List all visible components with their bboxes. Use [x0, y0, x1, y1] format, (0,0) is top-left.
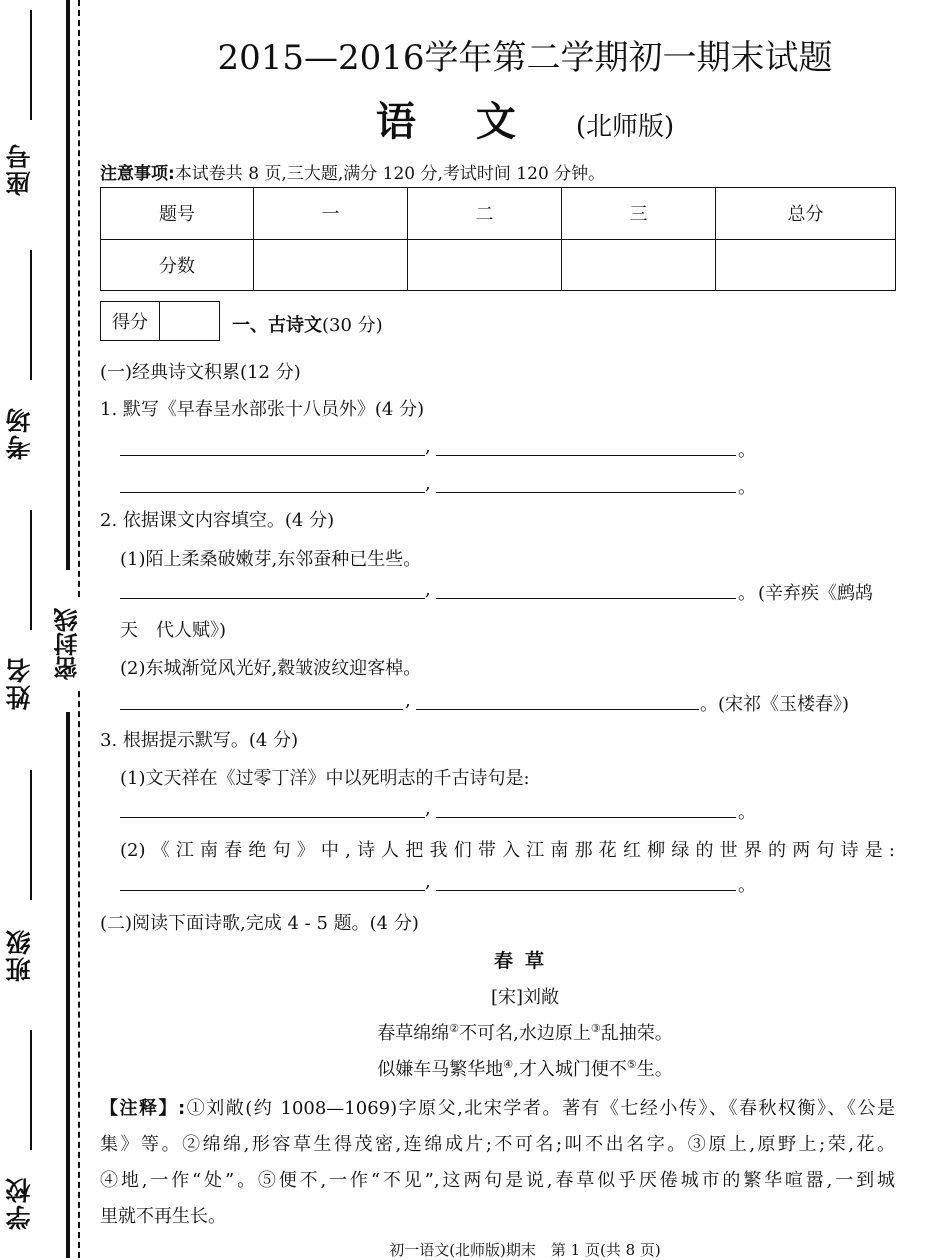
answer-blank[interactable] [436, 817, 736, 818]
annotation-line-2: 集》等。②绵绵,形容草生得茂密,连绵成片;不可名;叫不出名字。③原上,原野上;荣,花。 [100, 1134, 895, 1155]
period: 。 [738, 477, 756, 498]
score-input-cell[interactable] [562, 239, 716, 291]
answer-blank[interactable] [436, 890, 736, 891]
question-1: 1. 默写《早春呈水部张十八员外》(4 分) [100, 399, 425, 420]
score-input-cell[interactable] [254, 239, 408, 291]
annotation-line-3: ④地,一作“处”。⑤便不,一作“不见”,这两句是说,春草似乎厌倦城市的繁华喧嚣,一到城 [100, 1170, 895, 1191]
name-write-line [30, 510, 32, 630]
exam-title: 2015—2016学年第二学期初一期末试题 [217, 38, 833, 78]
answer-blank[interactable] [120, 709, 403, 710]
answer-blank[interactable] [436, 492, 736, 493]
room-write-line [30, 250, 32, 380]
question-2-2-source: (宋祁《玉楼春》) [718, 694, 850, 715]
school-write-line [30, 1030, 32, 1150]
subject-heading [100, 90, 950, 147]
seat-write-line [30, 10, 32, 120]
score-table-cell: 二 [408, 188, 562, 240]
name-label: 姓名 [5, 656, 34, 710]
question-2-1-source: (辛弃疾《鹧鸪 [758, 583, 874, 604]
score-table-cell: 总分 [716, 188, 896, 240]
poem-title: 春草 [493, 950, 556, 972]
class-label: 班级 [5, 928, 34, 982]
answer-blank[interactable] [120, 817, 425, 818]
score-table [100, 187, 896, 291]
seal-line-label: 密封线 [44, 598, 90, 690]
answer-blank[interactable] [120, 890, 425, 891]
section-score-input[interactable] [160, 302, 219, 340]
comma: , [425, 871, 431, 892]
period: 。 [738, 802, 756, 823]
poem-author: [宋]刘敞 [490, 987, 560, 1008]
section-points: (30 分) [322, 315, 383, 336]
section-title-text: 一、古诗文 [232, 315, 322, 336]
section-score-box [100, 301, 220, 341]
score-table-cell: 一 [254, 188, 408, 240]
comma: , [405, 690, 411, 711]
part2-heading: (二)阅读下面诗歌,完成 4 - 5 题。(4 分) [100, 913, 419, 934]
period: 。 [738, 583, 756, 604]
answer-blank[interactable] [120, 598, 425, 599]
class-write-line [30, 770, 32, 900]
notice-label: 注意事项: [100, 164, 175, 184]
comma: , [425, 579, 431, 600]
subject-edition: (北师版) [575, 112, 675, 142]
question-2-1-source-cont: 天 代人赋》) [120, 620, 227, 641]
answer-blank[interactable] [120, 492, 425, 493]
seat-label: 座号 [5, 142, 34, 196]
annotation-label: 【注释】: [100, 1098, 186, 1119]
question-3-1: (1)文天祥在《过零丁洋》中以死明志的千古诗句是: [120, 768, 530, 789]
room-label: 考场 [5, 406, 34, 460]
subject-name: 语文 [375, 99, 576, 145]
score-table-cell: 三 [562, 188, 716, 240]
question-2: 2. 依据课文内容填空。(4 分) [100, 510, 335, 531]
answer-blank[interactable] [436, 598, 736, 599]
page-footer: 初一语文(北师版)期末 第 1 页(共 8 页) [389, 1241, 661, 1259]
notice-text: 本试卷共 8 页,三大题,满分 120 分,考试时间 120 分钟。 [174, 164, 606, 184]
comma: , [425, 436, 431, 457]
score-table-header-row [101, 188, 896, 240]
binding-solid-line-top [66, 0, 70, 570]
poem-line-1: 春草绵绵②不可名,水边原上③乱抽荣。 [377, 1022, 673, 1044]
score-row-label: 分数 [101, 239, 254, 291]
annotation-line-4: 里就不再生长。 [100, 1206, 226, 1227]
section-score-label: 得分 [101, 302, 160, 340]
question-3-2: (2)《江南春绝句》中,诗人把我们带入江南那花红柳绿的世界的两句诗是: [120, 840, 895, 861]
comma: , [425, 798, 431, 819]
poem-line-2: 似嫌车马繁华地④,才入城门便不⑤生。 [377, 1058, 673, 1080]
annotation-line-1 [100, 1094, 895, 1120]
question-2-1: (1)陌上柔桑破嫩芽,东邻蚕种已生些。 [120, 549, 422, 570]
answer-blank[interactable] [416, 709, 699, 710]
score-table-score-row [101, 239, 896, 291]
score-input-cell[interactable] [408, 239, 562, 291]
annotation-text: ①刘敞(约 1008—1069)字原父,北宋学者。著有《七经小传》、《春秋权衡》、《公是 [185, 1098, 895, 1119]
period: 。 [700, 694, 718, 715]
question-2-2: (2)东城渐觉风光好,縠皱波纹迎客棹。 [120, 658, 422, 679]
answer-blank[interactable] [436, 455, 736, 456]
comma: , [425, 473, 431, 494]
school-label: 学校 [5, 1176, 34, 1230]
section-title [232, 311, 383, 337]
score-input-cell[interactable] [716, 239, 896, 291]
binding-solid-line-bottom [66, 712, 70, 1258]
period: 。 [738, 875, 756, 896]
part1-heading: (一)经典诗文积累(12 分) [100, 362, 301, 383]
score-table-cell: 题号 [101, 188, 254, 240]
answer-blank[interactable] [120, 455, 425, 456]
exam-notice [100, 159, 605, 184]
period: 。 [738, 440, 756, 461]
question-3: 3. 根据提示默写。(4 分) [100, 730, 299, 751]
